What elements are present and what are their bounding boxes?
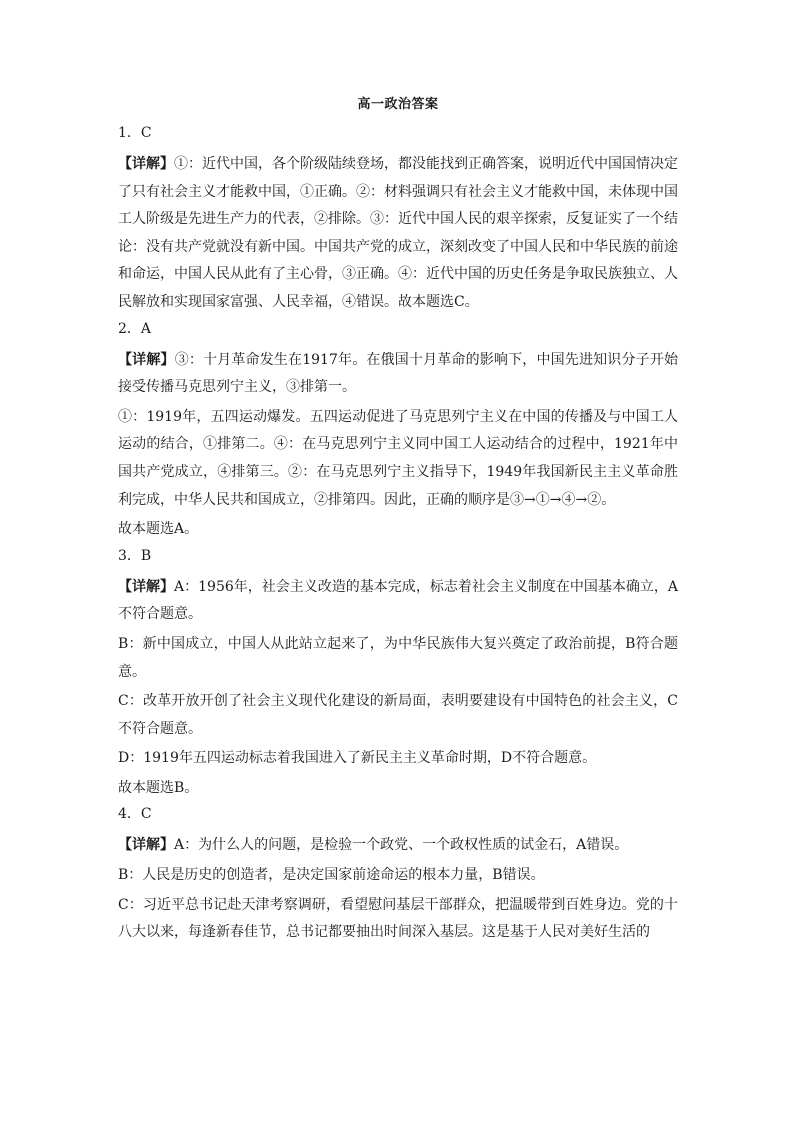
question-block (118, 123, 678, 317)
page-title: 高一政治答案 (357, 97, 439, 112)
answer-document (118, 96, 678, 949)
question-number: 3．B (118, 547, 152, 564)
answer-paragraph: B：新中国成立，中国人从此站立起来了，为中华民族伟大复兴奠定了政治前提，B符合题意。 (118, 635, 678, 680)
answer-paragraph: 故本题选A。 (118, 521, 199, 538)
answer-text: ③：十月革命发生在1917年。在俄国十月革命的影响下，中国先进知识分子开始接受传播马克思列宁主义，③排第一。 (118, 351, 678, 396)
question-block (118, 319, 678, 544)
detail-label: 【详解】 (118, 578, 175, 595)
answer-paragraph: ①：1919年，五四运动爆发。五四运动促进了马克思列宁主义在中国的传播及与中国工人运动的结合，①排第二。④：在马克思列宁主义同中国工人运动结合的过程中，1921年中国共产党成立，④排第三。②：在马克思列宁主义指导下，1949年我国新民主主义革命胜利完成，中华人民共和国成立，②排第四。因此，正确的顺序是③→①→④→②。 (118, 408, 678, 508)
answer-text: ①：近代中国，各个阶级陆续登场，都没能找到正确答案，说明近代中国国情决定了只有社会主义才能救中国，①正确。②：材料强调只有社会主义才能救中国，未体现中国工人阶级是先进生产力的代表，②排除。③：近代中国人民的艰辛探索，反复证实了一个结论：没有共产党就没有新中国。中国共产党的成立，深刻改变了中国人民和中华民族的前途和命运，中国人民从此有了主心骨，③正确。④：近代中国的历史任务是争取民族独立、人民解放和实现国家富强、人民幸福，④错误。故本题选C。 (118, 156, 678, 310)
question-block (118, 804, 678, 946)
answer-paragraph (118, 574, 678, 629)
answer-text: A：为什么人的问题，是检验一个政党、一个政权性质的试金石，A错误。 (174, 837, 629, 854)
detail-label: 【详解】 (118, 351, 175, 368)
answer-paragraph (118, 347, 678, 402)
answer-paragraph (118, 151, 678, 317)
question-number: 2．A (118, 320, 152, 337)
question-block (118, 546, 678, 803)
detail-label: 【详解】 (118, 837, 174, 854)
answer-paragraph: 故本题选B。 (118, 779, 199, 796)
answer-paragraph: D：1919年五四运动标志着我国进入了新民主主义革命时期，D不符合题意。 (118, 750, 597, 767)
answer-paragraph (118, 832, 678, 860)
question-number: 4．C (118, 806, 152, 823)
detail-label: 【详解】 (118, 156, 174, 172)
answer-paragraph: B：人民是历史的创造者，是决定国家前途命运的根本力量，B错误。 (118, 867, 545, 884)
answer-paragraph: C：习近平总书记赴天津考察调研，看望慰问基层干部群众，把温暖带到百姓身边。党的十八大以来，每逢新春佳节，总书记都要抽出时间深入基层。这是基于人民对美好生活的 (118, 896, 678, 941)
answer-paragraph: C：改革开放开创了社会主义现代化建设的新局面，表明要建设有中国特色的社会主义，C不符合题意。 (118, 693, 678, 737)
answer-text: A：1956年，社会主义改造的基本完成，标志着社会主义制度在中国基本确立，A不符合题意。 (118, 578, 678, 623)
question-number: 1．C (118, 125, 152, 141)
